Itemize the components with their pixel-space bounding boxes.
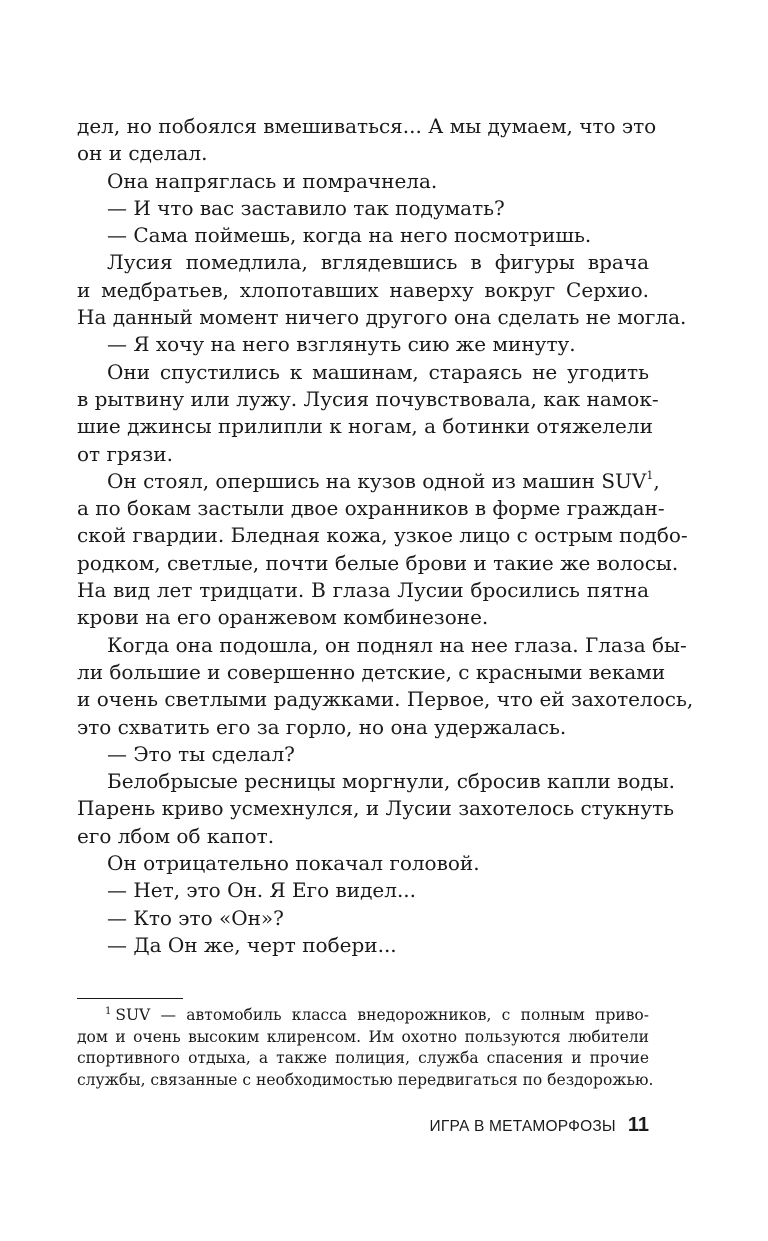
running-footer: [77, 1114, 649, 1138]
text-fragment: ,: [653, 468, 660, 493]
text-line: и медбратьев, хлопотавших наверху вокруг Серхио.: [77, 277, 649, 302]
footnote-text: SUV — автомобиль класса внедорожников, с полным приво-: [115, 1006, 649, 1024]
text-line: а по бокам застыли двое охранников в форме граждан-: [77, 496, 665, 521]
text-line: Она напряглась и помрачнела.: [107, 168, 438, 193]
text-line: ли большие и совершенно детские, с красными веками: [77, 659, 666, 684]
text-line: он и сделал.: [77, 141, 208, 166]
text-line: Они спустились к машинам, стараясь не угодить: [107, 359, 649, 384]
text-line: На данный момент ничего другого она сделать не могла.: [77, 305, 687, 330]
text-line: в рытвину или лужу. Лусия почувствовала, как намок-: [77, 386, 659, 411]
text-line: его лбом об капот.: [77, 823, 275, 848]
text-line: крови на его оранжевом комбинезоне.: [77, 605, 489, 630]
footnote-divider: [77, 998, 183, 999]
text-line: Парень криво усмехнулся, и Лусии захотелось стукнуть: [77, 796, 675, 821]
body-text: [77, 113, 694, 959]
text-line: Белобрысые ресницы моргнули, сбросив капли воды.: [107, 769, 675, 794]
text-fragment: Он стоял, опершись на кузов одной из машин SUV: [107, 468, 647, 493]
page-number: 11: [627, 1114, 649, 1136]
book-title: ИГРА В МЕТАМОРФОЗЫ: [429, 1118, 616, 1135]
text-line: — И что вас заставило так подумать?: [107, 195, 505, 220]
footnote-line: спортивного отдыха, а также полиция, служба спасения и прочие: [77, 1049, 649, 1067]
text-line: это схватить его за горло, но она удержалась.: [77, 714, 567, 739]
text-line: — Сама поймешь, когда на него посмотришь.: [107, 223, 592, 248]
text-line: Лусия помедлила, вглядевшись в фигуры врача: [107, 250, 649, 275]
text-line: Он отрицательно покачал головой.: [107, 851, 480, 876]
footnote-line: дом и очень высоким клиренсом. Им охотно пользуются любители: [77, 1027, 649, 1046]
text-line: — Я хочу на него взглянуть сию же минуту.: [107, 332, 576, 357]
text-line: от грязи.: [77, 441, 173, 466]
footnote-line: [77, 1005, 649, 1027]
text-line: родком, светлые, почти белые брови и такие же волосы.: [77, 550, 679, 575]
text-line: и очень светлыми радужками. Первое, что ей захотелось,: [77, 687, 694, 712]
text-line: — Кто это «Он»?: [107, 905, 284, 930]
text-line-with-footnote-ref: [77, 468, 660, 495]
footnote-ref: 1: [646, 468, 654, 482]
text-line: На вид лет тридцати. В глаза Лусии бросились пятна: [77, 578, 649, 603]
text-line: — Да Он же, черт побери...: [107, 932, 397, 957]
text-line: ской гвардии. Бледная кожа, узкое лицо с острым подбо-: [77, 523, 688, 548]
footnote: [77, 1005, 654, 1091]
footnote-line: службы, связанные с необходимостью передвигаться по бездорожью.: [77, 1070, 654, 1089]
text-line: дел, но побоялся вмешиваться... А мы думаем, что это: [77, 114, 657, 138]
text-line: — Это ты сделал?: [107, 741, 295, 766]
footnote-mark: 1: [105, 1006, 112, 1017]
text-line: — Нет, это Он. Я Его видел...: [107, 878, 417, 903]
text-line: Когда она подошла, он поднял на нее глаза. Глаза бы-: [107, 632, 687, 657]
text-line: шие джинсы прилипли к ногам, а ботинки отяжелели: [77, 414, 653, 439]
